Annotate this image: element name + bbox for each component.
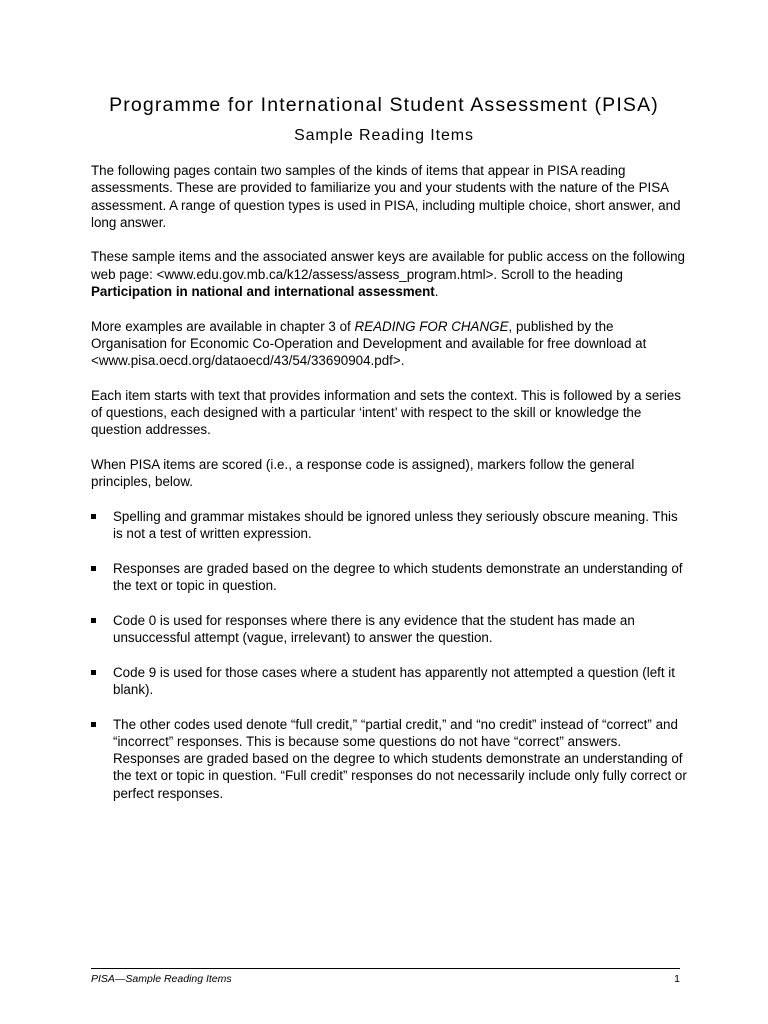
item-structure-paragraph: Each item starts with text that provides information and sets the context. This is followed by a series of questions, each designed with a particular ‘intent’ with respect to the skill or knowledge the question addresses. [91,387,681,438]
list-item-text: Spelling and grammar mistakes should be ignored unless they seriously obscure meaning. This is not a test of written expression. [113,508,678,542]
list-item-text: Code 9 is used for those cases where a student has apparently not attempted a question (left it blank). [113,664,676,697]
list-item-text: Code 0 is used for responses where there is any evidence that the student has made an unsuccessful attempt (vague, irrelevant) to answer the question. [113,612,635,646]
bullet-square-icon [91,618,96,623]
scoring-principles-list [91,508,691,802]
more-examples-rest: , published by the Organisation for Economic Co-Operation and Development and available for free download at <www.pisa.oecd.org/dataoecd/43/54/33690904.pdf>. [91,318,647,369]
list-item-text: The other codes used denote “full credit,” “partial credit,” and “no credit” instead of “correct” and “incorrect” responses. This is because some questions do not have “correct” answers. Responses are graded based on the degree to which students demonstrate an understanding of the text or topic in question. “Full credit” responses do not necessarily include only fully correct or perfect responses. [113,716,687,801]
scoring-paragraph: When PISA items are scored (i.e., a response code is assigned), markers follow the general principles, below. [91,457,635,490]
document-body [91,162,691,819]
footer-divider [91,968,680,969]
bullet-square-icon [91,514,96,519]
bullet-square-icon [91,722,96,727]
list-item [91,612,691,647]
web-access-text: These sample items and the associated answer keys are available for public access on the following web page: <www.edu.gov.mb.ca/k12/assess/assess_program.html>. Scroll to the heading [91,249,685,282]
web-access-end: . [434,284,439,300]
document-subtitle: Sample Reading Items [294,127,474,144]
more-examples-paragraph [91,318,691,370]
web-access-paragraph [91,248,691,300]
intro-paragraph: The following pages contain two samples of the kinds of items that appear in PISA reading assessments. These are provided to familiarize you and your students with the nature of the PISA assessment. A range of question types is used in PISA, including multiple choice, short answer, and long answer. [91,163,681,230]
list-item [91,560,691,595]
list-item [91,716,691,802]
heading-reference: Participation in national and international assessment [91,284,435,300]
document-title: Programme for International Student Assessment (PISA) [109,94,659,116]
book-title: READING FOR CHANGE [354,318,509,334]
list-item-text: Responses are graded based on the degree to which students demonstrate an understanding of the text or topic in question. [113,560,683,594]
list-item [91,664,691,699]
bullet-square-icon [91,566,96,571]
more-examples-text: More examples are available in chapter 3 of [91,318,355,334]
footer-title: PISA—Sample Reading Items [91,973,232,985]
page-number: 1 [674,973,680,985]
list-item [91,508,691,543]
bullet-square-icon [91,670,96,675]
